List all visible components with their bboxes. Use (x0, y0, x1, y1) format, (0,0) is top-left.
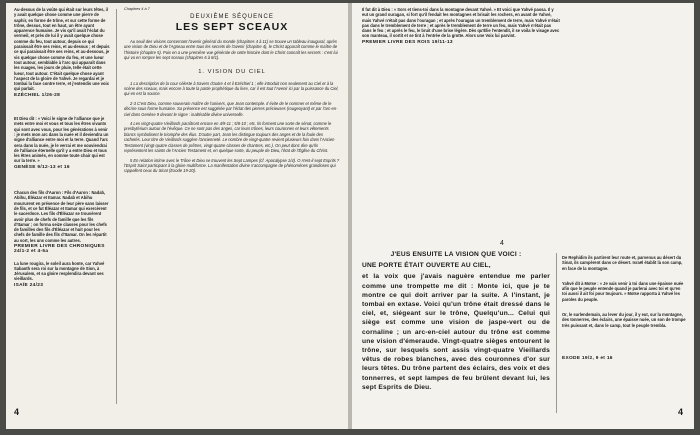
right-page (352, 3, 694, 429)
margin-block (14, 190, 110, 255)
margin-quote: Au-dessus de la voûte qui était sur leurs têtes, il y avait quelque chose comme une pierre de saphir, en forme de trône, et sur cette forme de trône, dessus, tout en haut, un être ayant apparence humaine. Je vis qu'il avait l'éclat du vermeil, et près de lui il y avait quelque chose comme du feu, tout autour, depuis ce qui paraissait être ses reins, et au-dessus ; et depuis ce qui paraissait être ses reins, et au-dessous, je vis quelque chose comme du feu, et une lueur tout autour, semblable à l'arc qui apparaît dans les nuages, les jours de pluie, telle était cette lueur, tout autour. C'était quelque chose ayant l'aspect de la gloire de Yahvé. Je regardai et je tombai la face contre terre, et j'entendis une voix qui parlait. (14, 7, 110, 92)
margin-block: Yahvé dit à Moïse : « Je vais venir à toi dans une épaisse nuée afin que le peuple entende quand je parlerai avec toi et qu'en toi aussi il ait foi pour toujours. » Moïse rapporta à Yahvé les paroles du peuple. (562, 280, 684, 302)
margin-quote: La lune rougira, le soleil aura honte, car Yahvé Sabaoth sera roi sur la montagne de Sion, à Jérusalem, et sa gloire resplendira devant ses vieillards. (14, 260, 105, 282)
left-page (6, 3, 348, 429)
scripture-paragraph: et la voix que j'avais naguère entendue me parler comme une trompette me dit : Monte ici, que je te montre ce qui doit arriver par la suite. A l'instant, je tombai en extase. Voici qu'un trône était dressé dans le ciel, et, siégeant sur le trône, Quelqu'un... Celui qui siège est comme une vision de jaspe-vert ou de cornaline ; un arc-en-ciel autour du trône est comme une vision d'émeraude. Vingt-quatre sièges entourent le trône, sur lesquels sont assis vingt-quatre Vieillards vêtus de robes blanches, avec des couronnes d'or sur leurs têtes. Du trône partent des éclairs, des voix et des tonnerres, et sept lampes de feu brûlent devant lui, les sept Esprits de Dieu. (362, 273, 550, 391)
margin-quote: Chacun des fils d'Aaron : Fils d'Aaron : Nadab, Abihu, Éléazar et Itamar. Nadab et Abihu moururent en présence de leur père sans laisser de fils, et ce fut Éléazar et Itamar qui exercèrent le sacerdoce. Les fils d'Éléazar se trouvèrent avoir plus de chefs de famille que les fils d'Itamar ; on forma seize classes pour les chefs de familles des fils d'Éléazar et huit pour les chefs de famille des fils d'Itamar. On les répartit au sort, les uns comme les autres. (14, 190, 109, 243)
left-margin-column (14, 7, 110, 407)
margin-block (14, 116, 110, 170)
page-number: 4 (14, 407, 20, 417)
quote-reference: PREMIER LIVRE DES ROIS 19/11-13 (362, 39, 453, 45)
quote-text: Il fut dit à Dieu : « Sors et tiens-toi dans la montagne devant Yahvé. » Et voici que Yahvé passa. Il y eut un grand ouragan, si fort qu'il fendait les montagnes et brisait les rochers, en avant de Yahvé, mais Yahvé n'était pas dans l'ouragan ; et après l'ouragan un tremblement de terre, mais Yahvé n'était pas dans le tremblement de terre ; et après le tremblement de terre un feu, mais Yahvé n'était pas dans le feu ; et après le feu, le bruit d'une brise légère. Dès qu'Élie l'entendit, il se voila le visage avec son manteau, il sortit et se tint à l'entrée de la grotte. Alors une Voix lui parvint. (362, 7, 560, 39)
section-subtitle: DEUXIÈME SÉQUENCE (190, 14, 274, 20)
margin-reference: EZÉCHIEL 1/26-28 (14, 92, 61, 98)
margin-reference: GENÈSE 9/12-13 et 16 (14, 164, 70, 170)
scripture-text (362, 250, 550, 415)
chapter-label: Chapitres 4 à 7 (124, 7, 150, 11)
vision-heading: 1. VISION DU CIEL (198, 68, 266, 75)
book-spread (6, 3, 694, 429)
margin-reference: EXODE 19/2, 9 et 16 (562, 355, 613, 361)
margin-quote: Et Dieu dit : « Voici le signe de l'alliance que je mets entre moi et vous et tous les êtres vivants qui sont avec vous, pour les générations à venir : je mets mon arc dans la nuée et il deviendra un signe d'alliance entre moi et la terre. Quand l'arc sera dans la nuée, je le verrai et me souviendrai de l'alliance éternelle qu'il y a entre Dieu et tous les êtres animés, en somme toute chair qui est sur la terre. » (14, 116, 109, 164)
commentary-note: 1 La description de la cour céleste à travers d'autre 4 et il Ezéchiel 1 ; elle introduit non seulement au Ciel et à la scène des sceaux, mais encore à toute la partie prophétique du livre, car il est tout l'Avenir ici par la puissance du Ciel, qui en est la source. (124, 80, 339, 97)
section-intro: Au seuil des visions concernant l'avenir général du monde (chapitres 4 à 11) se trouve un tableau inaugural, après une vision de Dieu et de l'Agneau entre tous les secrets de l'avenir (chapitre 4), le Christ apparaît comme le maître de l'histoire (chapitre 5). Puis en a une première vue générale de cette histoire dont le Christ connaît les secrets : c'est lui qui va en rompre les sept sceaux (chapitres 6 à 8/1). (124, 39, 338, 61)
margin-quote: Or, le surlendemain, au lever du jour, il y eut, sur la montagne, des tonnerres, des éclairs, une épaisse nuée, un son de trompe très puissant et, dans le camp, tout le peuple trembla. (562, 312, 686, 328)
margin-reference: PREMIER LIVRE DES CHRONIQUES 24/1-2 et 4-5a (14, 243, 105, 255)
commentary-note: 5 En relation intime avec le Trône et Dieu se trouvent les Sept Lampes (cf. Apocalypse 1/4). O n'est-il sept Esprits ? l'Esprit Saint participant à la gloire multiforme. La manifestation divine s'accompagne de phénomènes grandioses qui rappellent ceux du Sinaï (Exode 19-20). (124, 157, 340, 174)
section-title: LES SEPT SCEAUX (175, 21, 289, 33)
margin-block (14, 7, 110, 98)
verse-number: 4 (500, 240, 504, 247)
margin-block (14, 261, 110, 288)
left-main-column (124, 7, 340, 307)
margin-reference: ISAÏE 24/23 (14, 282, 44, 288)
commentary-note: 4 Les vingt-quatre Vieillards paraîtront encore en 4/9-11 ; 5/8-10 ; etc. Ils forment une sorte de sénat, comme le presbytérium autour de l'évêque. Ce ne sont pas des anges, car leurs trônes, leurs couronnes et leurs vêtements blancs symbolisent le triomphe des élus. D'autre part, Jean les distingue toujours des anges et de la foule des rachetés. Leur titre de Vieillards suggère l'ancienneté. Le nombre de vingt-quatre revient plusieurs fois dans l'Ancien Testament (vingt-quatre classes de prêtres, vingt-quatre classes de chantres, etc.). On peut donc dire qu'ils représentent les saints de l'Ancien Testament et, en quelque sorte, du peuple de Dieu, l'état de l'Église du Christ. (124, 121, 335, 154)
column-divider (116, 9, 117, 404)
scripture-line: UNE PORTE ÉTAIT OUVERTE AU CIEL, (362, 262, 491, 270)
right-margin-column (562, 255, 686, 415)
margin-block: De Rephidim ils partirent leur route et, parvenus au désert du Sinaï, ils campèrent dans ce désert. Israël établit là son camp, en face de la montagne. (562, 255, 683, 271)
top-quote-block (362, 7, 560, 67)
page-number: 4 (678, 407, 684, 417)
scripture-line: J'EUS ENSUITE LA VISION QUE VOICI : (390, 251, 522, 258)
commentary-note: 2-3 C'est Dieu, comme souverain maître de l'univers, que Jean contemple. Il évite de le nommer et même de le décrire sous forme humaine. Sa présence est suggérée par l'éclat des pierres précieuses (rougeoyant) et par l'arc-en-ciel dans Genèse 9 devant le signe : inaltérable divine universelle. (124, 100, 338, 117)
margin-block (562, 312, 686, 361)
column-divider (556, 253, 557, 413)
